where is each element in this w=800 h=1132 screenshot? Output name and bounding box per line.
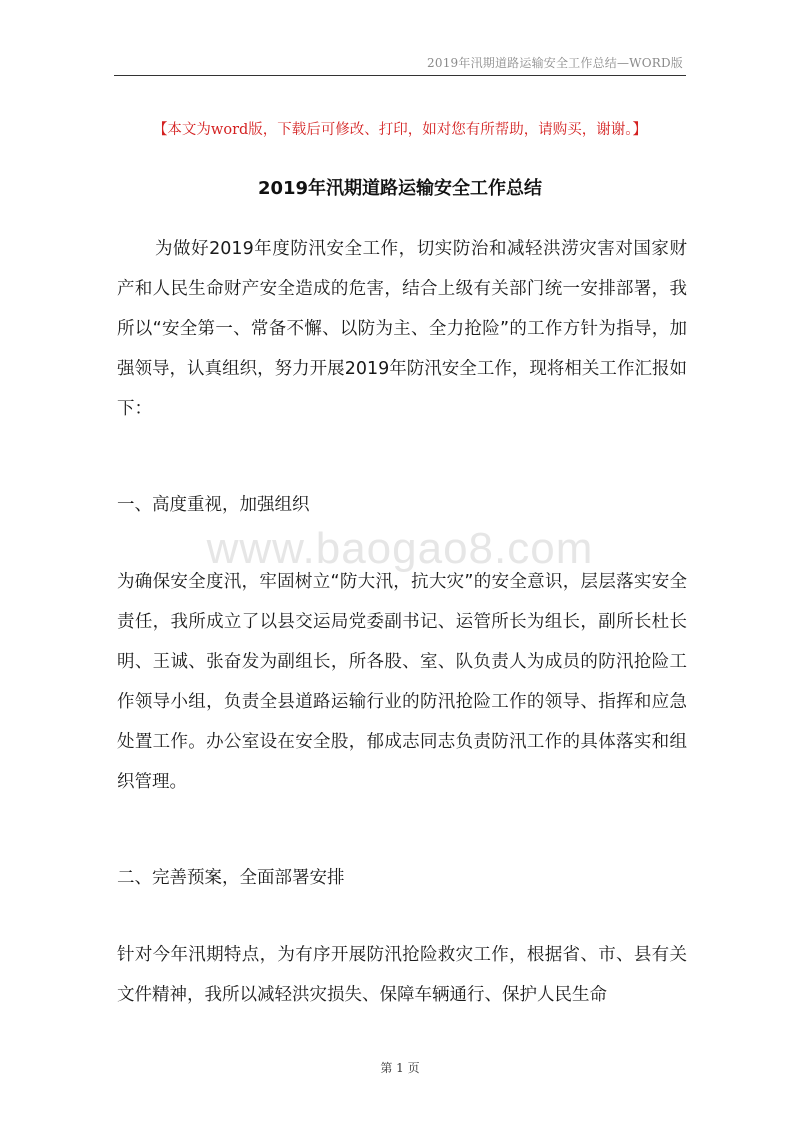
- section-heading-1: 一、高度重视，加强组织: [117, 495, 310, 515]
- intro-paragraph: 为做好2019年度防汛安全工作，切实防治和减轻洪涝灾害对国家财产和人民生命财产安全造成的危害，结合上级有关部门统一安排部署，我所以“安全第一、常备不懈、以防为主、全力抢险”的工作方针为指导，加强领导，认真组织，努力开展2019年防汛安全工作，现将相关工作汇报如下：: [117, 239, 687, 419]
- section-2-paragraph: 针对今年汛期特点，为有序开展防汛抢险救灾工作，根据省、市、县有关文件精神，我所以减轻洪灾损失、保障车辆通行、保护人民生命: [117, 945, 687, 1005]
- download-notice: 【本文为word版，下载后可修改、打印，如对您有所帮助，请购买，谢谢。】: [152, 122, 648, 138]
- section-heading-2: 二、完善预案，全面部署安排: [117, 868, 345, 888]
- section-1-paragraph: 为确保安全度汛，牢固树立“防大汛，抗大灾”的安全意识，层层落实安全责任，我所成立了以县交运局党委副书记、运管所长为组长，副所长杜长明、王诚、张奋发为副组长，所各股、室、队负责人为成员的防汛抢险工作领导小组，负责全县道路运输行业的防汛抢险工作的领导、指挥和应急处置工作。办公室设在安全股，郁成志同志负责防汛工作的具体落实和组织管理。: [117, 572, 687, 792]
- watermark: www.baogao8.com: [206, 524, 594, 573]
- page-number: 第 1 页: [380, 1061, 420, 1075]
- document-title: 2019年汛期道路运输安全工作总结: [257, 178, 543, 199]
- header-divider: [114, 75, 686, 76]
- running-header: 2019年汛期道路运输安全工作总结—WORD版: [427, 56, 683, 70]
